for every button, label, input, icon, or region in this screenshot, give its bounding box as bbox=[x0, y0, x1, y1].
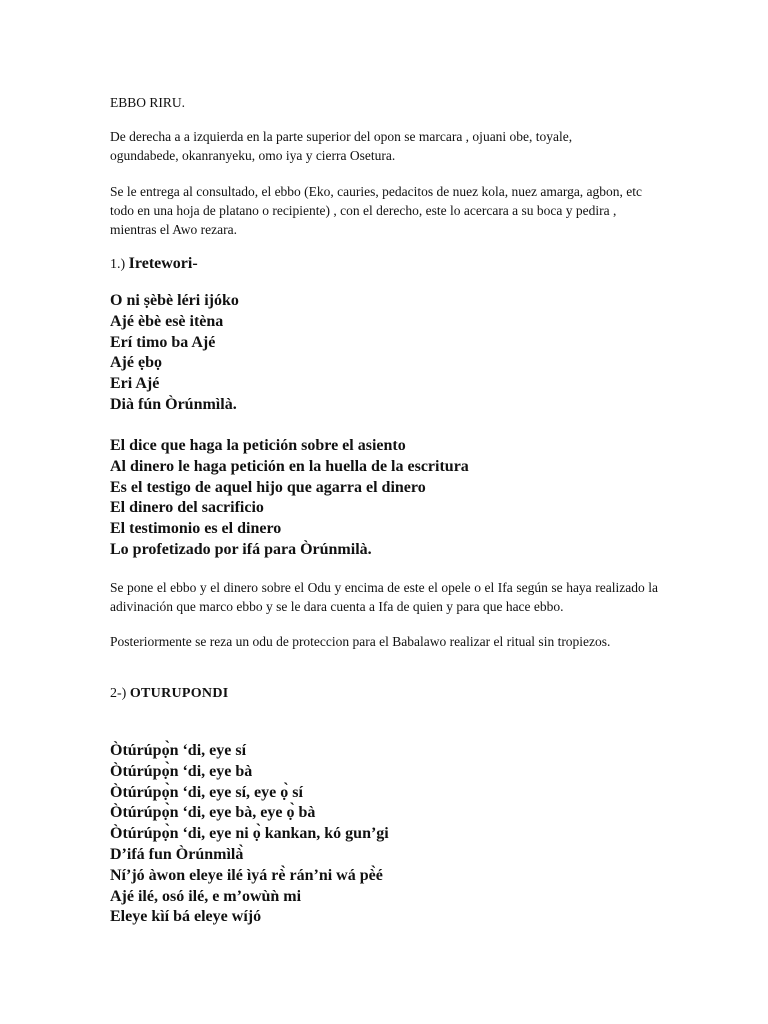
section-1-spanish-verse bbox=[110, 436, 469, 561]
section-2-number: 2-) bbox=[110, 686, 127, 701]
verse-line: Òtúrúpọ̀n ‘di, eye sí, eye ọ̀ sí bbox=[110, 783, 303, 801]
verse-line: Ajé ẹbọ bbox=[110, 354, 162, 372]
section-2-heading bbox=[110, 686, 229, 702]
instruction-paragraph: Se le entrega al consultado, el ebbo (Eko, cauries, pedacitos de nuez kola, nuez amarga, agbon, etc todo en una hoja de platano o recipiente) , con el derecho, este lo acercara a su boca y pedira , mientras el Awo rezara. bbox=[110, 184, 643, 237]
section-1-heading bbox=[110, 255, 198, 273]
verse-line: Es el testigo de aquel hijo que agarra el dinero bbox=[110, 478, 426, 496]
verse-line: Òtúrúpọ̀n ‘di, eye bà bbox=[110, 762, 253, 780]
section-2-verse bbox=[110, 741, 389, 928]
section-2-name: OTURUPONDI bbox=[129, 686, 229, 701]
verse-line: Al dinero le haga petición en la huella de la escritura bbox=[110, 457, 469, 475]
verse-line: D’ifá fun Òrúnmìlà̀ bbox=[110, 845, 244, 863]
intro-paragraph: De derecha a a izquierda en la parte superior del opon se marcara , ojuani obe, toyale, ogundabede, okanranyeku, omo iya y cierra Osetura. bbox=[110, 129, 573, 163]
verse-line: Lo profetizado por ifá para Òrúnmilà. bbox=[110, 540, 372, 558]
verse-line: Òtúrúpọ̀n ‘di, eye ni ọ̀ kankan, kó gun’gi bbox=[110, 825, 389, 843]
verse-line: Erí timo ba Ajé bbox=[110, 333, 216, 351]
verse-line: Ajé èbè esè itèna bbox=[110, 312, 224, 330]
verse-line: Òtúrúpọ̀n ‘di, eye bà, eye ọ̀ bà bbox=[110, 804, 316, 822]
verse-line: Eri Ajé bbox=[110, 375, 160, 393]
verse-line: El dinero del sacrificio bbox=[110, 499, 264, 517]
section-1-name: Iretewori- bbox=[128, 255, 198, 272]
document-title: EBBO RIRU. bbox=[110, 95, 186, 110]
verse-line: El dice que haga la petición sobre el asiento bbox=[110, 437, 406, 454]
verse-line: Dià fún Òrúnmìlà. bbox=[110, 395, 237, 413]
section-1-number: 1.) bbox=[110, 257, 126, 272]
verse-line: El testimonio es el dinero bbox=[110, 520, 282, 538]
section-1-yoruba-verse bbox=[110, 291, 239, 416]
verse-line: Ajé ilé, osó ilé, e m’owùǹ mi bbox=[110, 887, 302, 905]
verse-line: Eleye kìí bá eleye wíjó bbox=[110, 908, 262, 926]
verse-line: O ni ṣèbè léri ijóko bbox=[110, 292, 239, 309]
verse-line: Ní’jó àwon eleye ilé ìyá rè̀ rán’ni wá pè̀é bbox=[110, 866, 383, 884]
verse-line: Òtúrúpọ̀n ‘di, eye sí bbox=[110, 742, 247, 759]
protection-paragraph: Posteriormente se reza un odu de proteccion para el Babalawo realizar el ritual sin tropiezos. bbox=[110, 634, 611, 649]
ritual-paragraph: Se pone el ebbo y el dinero sobre el Odu y encima de este el opele o el Ifa según se haya realizado la adivinación que marco ebbo y se le dara cuenta a Ifa de quien y para que hace ebbo. bbox=[110, 580, 658, 614]
